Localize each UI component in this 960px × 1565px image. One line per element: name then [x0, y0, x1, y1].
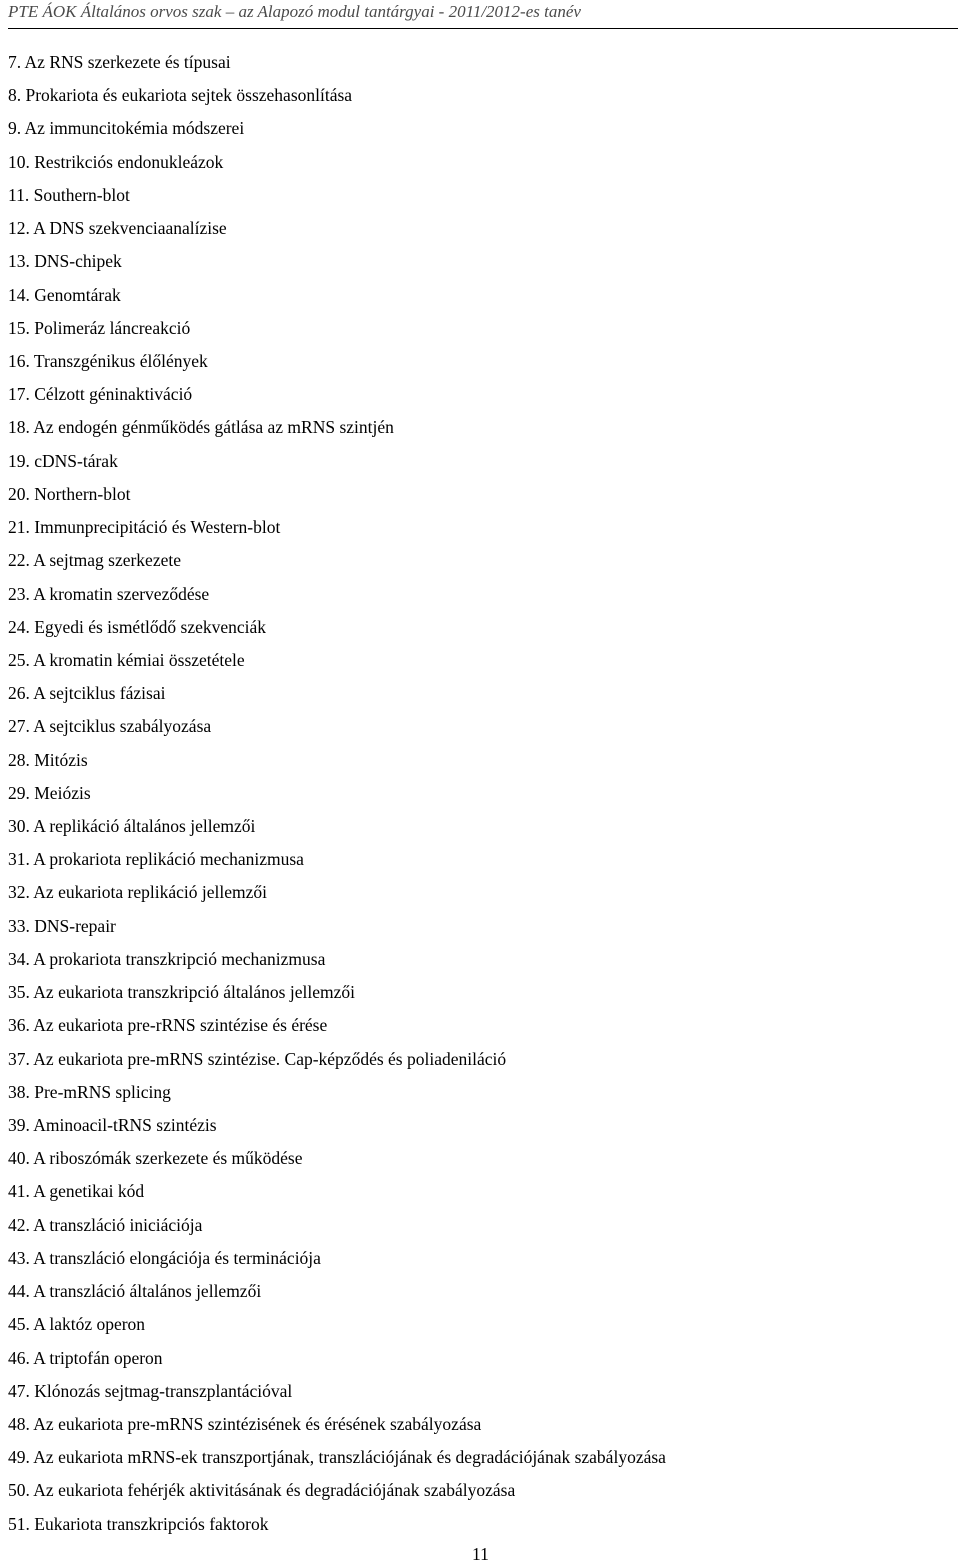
list-item: 35. Az eukariota transzkripció általános jellemzői	[8, 982, 355, 1003]
list-item: 20. Northern-blot	[8, 483, 131, 504]
list-item: 18. Az endogén génműködés gátlása az mRNS szintjén	[8, 417, 394, 438]
list-item: 14. Genomtárak	[8, 284, 121, 305]
list-item: 34. A prokariota transzkripció mechanizmusa	[8, 948, 326, 969]
topic-list	[8, 50, 666, 1545]
list-item: 39. Aminoacil-tRNS szintézis	[8, 1115, 217, 1135]
list-item: 41. A genetikai kód	[8, 1181, 145, 1202]
list-item: 17. Célzott géninaktiváció	[8, 384, 193, 405]
list-item: 12. A DNS szekvenciaanalízise	[8, 218, 227, 239]
list-item: 42. A transzláció iniciációja	[8, 1214, 203, 1235]
list-item: 36. Az eukariota pre-rRNS szintézise és érése	[8, 1015, 328, 1036]
list-item: 10. Restrikciós endonukleázok	[8, 151, 224, 172]
page-number: 11	[472, 1544, 489, 1564]
list-item: 28. Mitózis	[8, 749, 88, 770]
list-item: 38. Pre-mRNS splicing	[8, 1081, 171, 1102]
list-item: 19. cDNS-tárak	[8, 450, 118, 471]
list-item: 49. Az eukariota mRNS-ek transzportjának, transzlációjának és degradációjának szabályozása	[8, 1447, 666, 1468]
list-item: 16. Transzgénikus élőlények	[8, 350, 208, 371]
list-item: 31. A prokariota replikáció mechanizmusa	[8, 849, 304, 870]
list-item: 44. A transzláció általános jellemzői	[8, 1281, 262, 1302]
list-item: 25. A kromatin kémiai összetétele	[8, 649, 245, 670]
list-item: 50. Az eukariota fehérjék aktivitásának és degradációjának szabályozása	[8, 1480, 516, 1501]
list-item: 32. Az eukariota replikáció jellemzői	[8, 882, 267, 903]
header-rule	[8, 28, 958, 29]
list-item: 11. Southern-blot	[8, 184, 130, 205]
running-header: PTE ÁOK Általános orvos szak – az Alapozó modul tantárgyai - 2011/2012-es tanév	[8, 2, 581, 21]
list-item: 47. Klónozás sejtmag-transzplantációval	[8, 1380, 293, 1401]
list-item: 23. A kromatin szerveződése	[8, 583, 210, 604]
list-item: 48. Az eukariota pre-mRNS szintézisének és érésének szabályozása	[8, 1413, 482, 1434]
list-item: 45. A laktóz operon	[8, 1314, 146, 1335]
list-item: 26. A sejtciklus fázisai	[8, 683, 166, 704]
list-item: 8. Prokariota és eukariota sejtek összehasonlítása	[8, 85, 353, 106]
list-item: 15. Polimeráz láncreakció	[8, 317, 191, 338]
list-item: 9. Az immuncitokémia módszerei	[8, 118, 245, 139]
list-item: 29. Meiózis	[8, 782, 91, 803]
list-item: 21. Immunprecipitáció és Western-blot	[8, 517, 281, 538]
list-item: 46. A triptofán operon	[8, 1347, 163, 1368]
list-item: 33. DNS-repair	[8, 915, 116, 936]
list-item: 51. Eukariota transzkripciós faktorok	[8, 1513, 269, 1534]
list-item: 30. A replikáció általános jellemzői	[8, 816, 256, 837]
list-item: 43. A transzláció elongációja és terminációja	[8, 1247, 321, 1268]
list-item: 22. A sejtmag szerkezete	[8, 550, 181, 571]
list-item: 27. A sejtciklus szabályozása	[8, 716, 212, 737]
list-item: 24. Egyedi és ismétlődő szekvenciák	[8, 616, 267, 637]
list-item: 7. Az RNS szerkezete és típusai	[8, 52, 231, 72]
list-item: 13. DNS-chipek	[8, 251, 122, 272]
list-item: 40. A riboszómák szerkezete és működése	[8, 1148, 303, 1169]
list-item: 37. Az eukariota pre-mRNS szintézise. Cap-képződés és poliadeniláció	[8, 1048, 507, 1069]
